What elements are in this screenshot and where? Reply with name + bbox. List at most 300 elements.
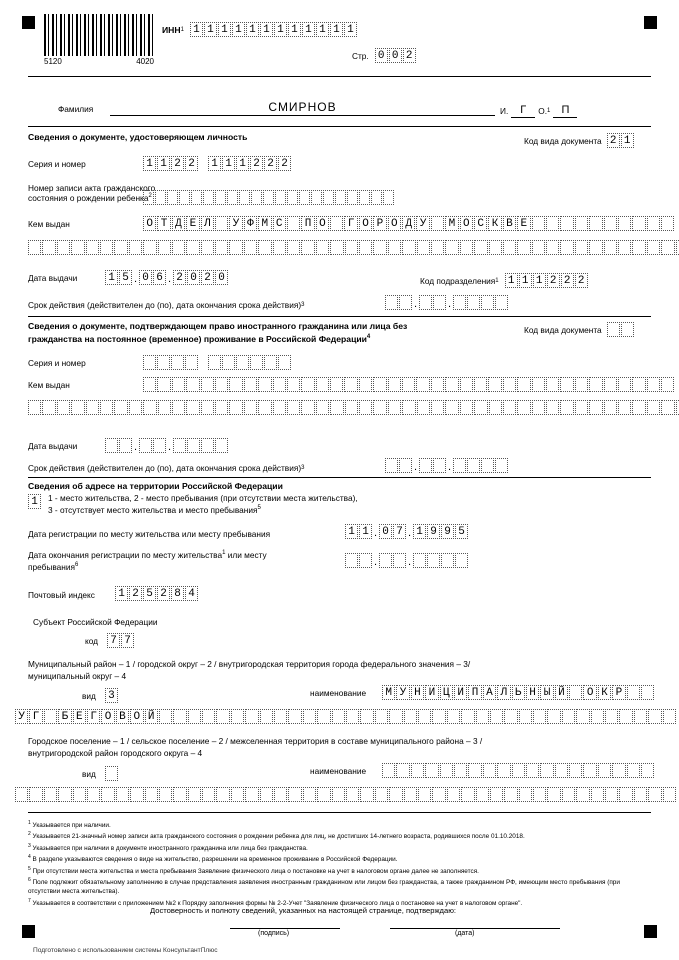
cell[interactable] bbox=[503, 240, 516, 255]
date-cell[interactable] bbox=[441, 553, 454, 568]
cell[interactable] bbox=[562, 709, 575, 724]
cell[interactable]: О bbox=[460, 216, 473, 231]
date-cell[interactable]: 2 bbox=[173, 270, 186, 285]
date-cell[interactable] bbox=[139, 438, 152, 453]
cell[interactable] bbox=[114, 400, 127, 415]
cell[interactable]: 1 bbox=[519, 273, 532, 288]
cell[interactable] bbox=[71, 240, 84, 255]
cell[interactable] bbox=[663, 709, 676, 724]
cell[interactable] bbox=[632, 240, 645, 255]
cell[interactable]: 1 bbox=[204, 22, 217, 37]
cell[interactable] bbox=[663, 787, 676, 802]
cell[interactable] bbox=[100, 240, 113, 255]
residence-series-input[interactable] bbox=[143, 355, 198, 370]
date-cell[interactable]: 9 bbox=[441, 524, 454, 539]
residence-validity-input[interactable] bbox=[385, 458, 508, 473]
date-cell[interactable]: 0 bbox=[187, 270, 200, 285]
cell[interactable] bbox=[402, 240, 415, 255]
cell[interactable] bbox=[589, 400, 602, 415]
cell[interactable] bbox=[533, 709, 546, 724]
cell[interactable] bbox=[171, 355, 184, 370]
cell[interactable] bbox=[264, 355, 277, 370]
inn-input[interactable] bbox=[190, 22, 357, 37]
date-cell[interactable]: 7 bbox=[393, 524, 406, 539]
cell[interactable]: 5 bbox=[143, 586, 156, 601]
cell[interactable] bbox=[245, 787, 258, 802]
cell[interactable] bbox=[404, 787, 417, 802]
cell[interactable] bbox=[431, 377, 444, 392]
cell[interactable]: М bbox=[445, 216, 458, 231]
cell[interactable] bbox=[359, 190, 370, 205]
cell[interactable] bbox=[504, 709, 517, 724]
cell[interactable] bbox=[589, 216, 602, 231]
cell[interactable] bbox=[417, 240, 430, 255]
cell[interactable]: О bbox=[359, 216, 372, 231]
cell[interactable] bbox=[517, 377, 530, 392]
cell[interactable]: Л bbox=[497, 685, 510, 700]
date-cell[interactable] bbox=[345, 553, 358, 568]
cell[interactable] bbox=[560, 377, 573, 392]
cell[interactable] bbox=[201, 377, 214, 392]
cell[interactable]: 1 bbox=[316, 22, 329, 37]
date-cell[interactable]: 1 bbox=[345, 524, 358, 539]
cell[interactable]: 1 bbox=[302, 22, 315, 37]
cell[interactable] bbox=[360, 709, 373, 724]
cell[interactable] bbox=[618, 216, 631, 231]
cell[interactable] bbox=[287, 240, 300, 255]
cell[interactable]: 2 bbox=[264, 156, 277, 171]
cell[interactable] bbox=[661, 400, 674, 415]
cell[interactable] bbox=[618, 377, 631, 392]
cell[interactable] bbox=[44, 709, 57, 724]
cell[interactable] bbox=[57, 240, 70, 255]
cell[interactable]: Н bbox=[526, 685, 539, 700]
cell[interactable] bbox=[301, 400, 314, 415]
cell[interactable] bbox=[44, 787, 57, 802]
cell[interactable]: И bbox=[454, 685, 467, 700]
cell[interactable] bbox=[244, 400, 257, 415]
cell[interactable] bbox=[503, 400, 516, 415]
cell[interactable] bbox=[373, 377, 386, 392]
date-cell[interactable] bbox=[467, 458, 480, 473]
cell[interactable] bbox=[245, 709, 258, 724]
cell[interactable]: У bbox=[15, 709, 28, 724]
cell[interactable] bbox=[621, 322, 634, 337]
cell[interactable] bbox=[627, 685, 640, 700]
cell[interactable]: 2 bbox=[250, 156, 263, 171]
cell[interactable] bbox=[287, 400, 300, 415]
cell[interactable] bbox=[418, 709, 431, 724]
postal-input[interactable] bbox=[115, 586, 198, 601]
cell[interactable] bbox=[346, 787, 359, 802]
cell[interactable] bbox=[359, 240, 372, 255]
cell[interactable] bbox=[569, 763, 582, 778]
cell[interactable]: 1 bbox=[157, 156, 170, 171]
cell[interactable]: 2 bbox=[547, 273, 560, 288]
cell[interactable] bbox=[186, 400, 199, 415]
cell[interactable] bbox=[316, 377, 329, 392]
cell[interactable] bbox=[560, 240, 573, 255]
cell[interactable] bbox=[476, 787, 489, 802]
residence-number-input[interactable] bbox=[208, 355, 291, 370]
cell[interactable] bbox=[402, 377, 415, 392]
cell[interactable]: 1 bbox=[621, 133, 634, 148]
cell[interactable]: 1 bbox=[246, 22, 259, 37]
cell[interactable] bbox=[373, 240, 386, 255]
cell[interactable] bbox=[404, 709, 417, 724]
cell[interactable] bbox=[359, 377, 372, 392]
cell[interactable] bbox=[519, 709, 532, 724]
cell[interactable] bbox=[490, 787, 503, 802]
cell[interactable] bbox=[185, 355, 198, 370]
cell[interactable] bbox=[158, 400, 171, 415]
cell[interactable] bbox=[215, 190, 226, 205]
cell[interactable] bbox=[546, 216, 559, 231]
cell[interactable] bbox=[447, 787, 460, 802]
date-cell[interactable]: 5 bbox=[119, 270, 132, 285]
cell[interactable] bbox=[632, 216, 645, 231]
surname-field[interactable] bbox=[110, 98, 495, 116]
cell[interactable]: В bbox=[116, 709, 129, 724]
identity-doc-kind-input[interactable] bbox=[607, 133, 634, 148]
cell[interactable] bbox=[287, 377, 300, 392]
cell[interactable] bbox=[476, 709, 489, 724]
cell[interactable]: 1 bbox=[190, 22, 203, 37]
cell[interactable] bbox=[661, 377, 674, 392]
cell[interactable] bbox=[42, 240, 55, 255]
residence-issuer-input-line1[interactable] bbox=[143, 377, 674, 392]
cell[interactable]: 7 bbox=[121, 633, 134, 648]
cell[interactable]: Й bbox=[555, 685, 568, 700]
cell[interactable]: 2 bbox=[561, 273, 574, 288]
cell[interactable] bbox=[604, 240, 617, 255]
cell[interactable] bbox=[87, 787, 100, 802]
cell[interactable] bbox=[42, 400, 55, 415]
date-cell[interactable]: 9 bbox=[427, 524, 440, 539]
cell[interactable] bbox=[445, 400, 458, 415]
cell[interactable] bbox=[278, 355, 291, 370]
cell[interactable] bbox=[130, 787, 143, 802]
cell[interactable]: Г bbox=[87, 709, 100, 724]
date-cell[interactable] bbox=[481, 295, 494, 310]
cell[interactable]: У bbox=[416, 216, 429, 231]
date-cell[interactable]: 0 bbox=[215, 270, 228, 285]
cell[interactable] bbox=[604, 377, 617, 392]
cell[interactable] bbox=[647, 377, 660, 392]
cell[interactable] bbox=[145, 787, 158, 802]
cell[interactable] bbox=[432, 709, 445, 724]
cell[interactable] bbox=[661, 240, 674, 255]
cell[interactable]: 1 bbox=[505, 273, 518, 288]
cell[interactable] bbox=[301, 377, 314, 392]
cell[interactable] bbox=[157, 355, 170, 370]
date-cell[interactable] bbox=[467, 295, 480, 310]
cell[interactable] bbox=[101, 787, 114, 802]
cell[interactable]: О bbox=[583, 685, 596, 700]
cell[interactable] bbox=[208, 355, 221, 370]
cell[interactable] bbox=[388, 377, 401, 392]
cell[interactable] bbox=[288, 709, 301, 724]
cell[interactable] bbox=[445, 240, 458, 255]
subject-code-input[interactable] bbox=[107, 633, 134, 648]
cell[interactable] bbox=[546, 400, 559, 415]
cell[interactable] bbox=[143, 400, 156, 415]
cell[interactable] bbox=[468, 763, 481, 778]
cell[interactable] bbox=[546, 240, 559, 255]
cell[interactable] bbox=[201, 400, 214, 415]
cell[interactable]: Б bbox=[58, 709, 71, 724]
cell[interactable]: В bbox=[503, 216, 516, 231]
address-type-input[interactable] bbox=[28, 494, 41, 509]
cell[interactable]: Ф bbox=[244, 216, 257, 231]
cell[interactable] bbox=[517, 240, 530, 255]
cell[interactable] bbox=[489, 400, 502, 415]
cell[interactable] bbox=[388, 400, 401, 415]
date-cell[interactable] bbox=[495, 295, 508, 310]
identity-series-input[interactable] bbox=[143, 156, 198, 171]
cell[interactable]: 8 bbox=[171, 586, 184, 601]
cell[interactable] bbox=[159, 709, 172, 724]
cell[interactable]: Л bbox=[201, 216, 214, 231]
cell[interactable] bbox=[100, 400, 113, 415]
cell[interactable] bbox=[402, 400, 415, 415]
cell[interactable] bbox=[375, 787, 388, 802]
cell[interactable] bbox=[287, 190, 298, 205]
date-cell[interactable]: 2 bbox=[201, 270, 214, 285]
cell[interactable] bbox=[460, 377, 473, 392]
cell[interactable] bbox=[389, 787, 402, 802]
cell[interactable] bbox=[618, 240, 631, 255]
date-cell[interactable]: 1 bbox=[359, 524, 372, 539]
cell[interactable] bbox=[216, 787, 229, 802]
cell[interactable] bbox=[517, 400, 530, 415]
cell[interactable] bbox=[676, 240, 679, 255]
cell[interactable] bbox=[311, 190, 322, 205]
cell[interactable]: С bbox=[474, 216, 487, 231]
cell[interactable]: 2 bbox=[129, 586, 142, 601]
cell[interactable]: Ь bbox=[512, 685, 525, 700]
cell[interactable] bbox=[260, 787, 273, 802]
municipal-name-input-line2[interactable] bbox=[15, 709, 676, 724]
cell[interactable] bbox=[618, 400, 631, 415]
cell[interactable] bbox=[202, 787, 215, 802]
cell[interactable] bbox=[303, 709, 316, 724]
cell[interactable]: О bbox=[130, 709, 143, 724]
cell[interactable] bbox=[591, 787, 604, 802]
cell[interactable]: У bbox=[396, 685, 409, 700]
date-cell[interactable] bbox=[419, 458, 432, 473]
settlement-kind-input[interactable] bbox=[105, 766, 118, 781]
cell[interactable] bbox=[244, 377, 257, 392]
cell[interactable] bbox=[188, 787, 201, 802]
cell[interactable]: Е bbox=[186, 216, 199, 231]
cell[interactable]: 7 bbox=[107, 633, 120, 648]
cell[interactable]: Г bbox=[344, 216, 357, 231]
cell[interactable]: 1 bbox=[288, 22, 301, 37]
cell[interactable] bbox=[244, 240, 257, 255]
cell[interactable] bbox=[287, 216, 300, 231]
cell[interactable] bbox=[411, 763, 424, 778]
cell[interactable] bbox=[143, 190, 154, 205]
cell[interactable] bbox=[347, 190, 358, 205]
signature-line[interactable] bbox=[230, 928, 340, 929]
cell[interactable] bbox=[73, 787, 86, 802]
cell[interactable]: 1 bbox=[115, 586, 128, 601]
cell[interactable] bbox=[251, 190, 262, 205]
cell[interactable] bbox=[569, 685, 582, 700]
cell[interactable] bbox=[29, 787, 42, 802]
identity-issuer-input-line1[interactable] bbox=[143, 216, 674, 231]
cell[interactable] bbox=[474, 240, 487, 255]
cell[interactable] bbox=[396, 763, 409, 778]
cell[interactable] bbox=[258, 377, 271, 392]
cell[interactable] bbox=[86, 240, 99, 255]
cell[interactable] bbox=[440, 763, 453, 778]
cell[interactable] bbox=[532, 216, 545, 231]
cell[interactable] bbox=[260, 709, 273, 724]
cell[interactable] bbox=[332, 709, 345, 724]
cell[interactable]: 2 bbox=[403, 48, 416, 63]
cell[interactable] bbox=[191, 190, 202, 205]
cell[interactable] bbox=[231, 787, 244, 802]
cell[interactable]: Е bbox=[517, 216, 530, 231]
cell[interactable] bbox=[461, 787, 474, 802]
cell[interactable] bbox=[58, 787, 71, 802]
cell[interactable] bbox=[215, 240, 228, 255]
cell[interactable] bbox=[345, 400, 358, 415]
cell[interactable] bbox=[589, 240, 602, 255]
cell[interactable] bbox=[416, 377, 429, 392]
cell[interactable] bbox=[547, 787, 560, 802]
cell[interactable] bbox=[239, 190, 250, 205]
cell[interactable]: 2 bbox=[171, 156, 184, 171]
cell[interactable]: П bbox=[301, 216, 314, 231]
cell[interactable] bbox=[447, 709, 460, 724]
cell[interactable] bbox=[461, 709, 474, 724]
cell[interactable] bbox=[222, 355, 235, 370]
cell[interactable]: 2 bbox=[157, 586, 170, 601]
cell[interactable] bbox=[172, 240, 185, 255]
cell[interactable] bbox=[526, 763, 539, 778]
cell[interactable] bbox=[647, 400, 660, 415]
residence-issue-date-input[interactable] bbox=[105, 438, 228, 453]
cell[interactable] bbox=[647, 216, 660, 231]
settlement-name-input-line1[interactable] bbox=[382, 763, 654, 778]
cell[interactable] bbox=[57, 400, 70, 415]
settlement-name-input-line2[interactable] bbox=[15, 787, 676, 802]
cell[interactable] bbox=[575, 400, 588, 415]
cell[interactable] bbox=[143, 377, 156, 392]
cell[interactable] bbox=[605, 709, 618, 724]
cell[interactable]: 2 bbox=[607, 133, 620, 148]
cell[interactable] bbox=[432, 787, 445, 802]
cell[interactable] bbox=[474, 400, 487, 415]
cell[interactable]: 1 bbox=[274, 22, 287, 37]
cell[interactable] bbox=[250, 355, 263, 370]
date-cell[interactable] bbox=[495, 458, 508, 473]
date-cell[interactable] bbox=[359, 553, 372, 568]
cell[interactable] bbox=[143, 355, 156, 370]
cell[interactable] bbox=[533, 787, 546, 802]
cell[interactable]: 0 bbox=[389, 48, 402, 63]
cell[interactable] bbox=[575, 216, 588, 231]
reg-end-date-input[interactable] bbox=[345, 553, 468, 568]
cell[interactable] bbox=[129, 240, 142, 255]
cell[interactable]: 1 bbox=[208, 156, 221, 171]
subdivision-input[interactable] bbox=[505, 273, 588, 288]
cell[interactable] bbox=[157, 377, 170, 392]
cell[interactable] bbox=[179, 190, 190, 205]
cell[interactable]: Т bbox=[157, 216, 170, 231]
cell[interactable] bbox=[488, 377, 501, 392]
cell[interactable] bbox=[15, 787, 28, 802]
cell[interactable] bbox=[71, 400, 84, 415]
cell[interactable] bbox=[425, 763, 438, 778]
cell[interactable] bbox=[344, 377, 357, 392]
cell[interactable]: Е bbox=[73, 709, 86, 724]
cell[interactable] bbox=[129, 400, 142, 415]
cell[interactable] bbox=[172, 377, 185, 392]
cell[interactable] bbox=[158, 240, 171, 255]
cell[interactable] bbox=[546, 377, 559, 392]
cell[interactable] bbox=[627, 763, 640, 778]
cell[interactable]: 2 bbox=[185, 156, 198, 171]
cell[interactable] bbox=[359, 400, 372, 415]
cell[interactable] bbox=[173, 787, 186, 802]
cell[interactable] bbox=[317, 709, 330, 724]
act-record-input[interactable] bbox=[143, 190, 394, 205]
date-cell[interactable] bbox=[393, 553, 406, 568]
cell[interactable] bbox=[332, 787, 345, 802]
cell[interactable]: Д bbox=[402, 216, 415, 231]
cell[interactable] bbox=[532, 400, 545, 415]
cell[interactable] bbox=[504, 787, 517, 802]
cell[interactable] bbox=[330, 400, 343, 415]
cell[interactable] bbox=[648, 709, 661, 724]
cell[interactable]: 1 bbox=[232, 22, 245, 37]
cell[interactable] bbox=[303, 787, 316, 802]
cell[interactable] bbox=[540, 763, 553, 778]
cell[interactable] bbox=[316, 400, 329, 415]
cell[interactable] bbox=[607, 322, 620, 337]
cell[interactable] bbox=[519, 787, 532, 802]
cell[interactable] bbox=[172, 400, 185, 415]
cell[interactable] bbox=[231, 709, 244, 724]
cell[interactable] bbox=[346, 709, 359, 724]
identity-issuer-input-line2[interactable] bbox=[28, 240, 679, 255]
cell[interactable] bbox=[576, 709, 589, 724]
cell[interactable] bbox=[371, 190, 382, 205]
cell[interactable] bbox=[258, 400, 271, 415]
date-cell[interactable] bbox=[105, 438, 118, 453]
cell[interactable]: Н bbox=[411, 685, 424, 700]
date-cell[interactable] bbox=[455, 553, 468, 568]
cell[interactable] bbox=[105, 766, 118, 781]
cell[interactable] bbox=[431, 400, 444, 415]
cell[interactable] bbox=[575, 377, 588, 392]
cell[interactable] bbox=[215, 400, 228, 415]
cell[interactable] bbox=[263, 190, 274, 205]
date-cell[interactable] bbox=[419, 295, 432, 310]
cell[interactable] bbox=[274, 787, 287, 802]
cell[interactable] bbox=[604, 216, 617, 231]
date-cell[interactable] bbox=[481, 458, 494, 473]
cell[interactable]: 2 bbox=[575, 273, 588, 288]
cell[interactable] bbox=[173, 709, 186, 724]
date-cell[interactable]: 0 bbox=[139, 270, 152, 285]
residence-issuer-input-line2[interactable] bbox=[28, 400, 679, 415]
date-cell[interactable] bbox=[453, 295, 466, 310]
